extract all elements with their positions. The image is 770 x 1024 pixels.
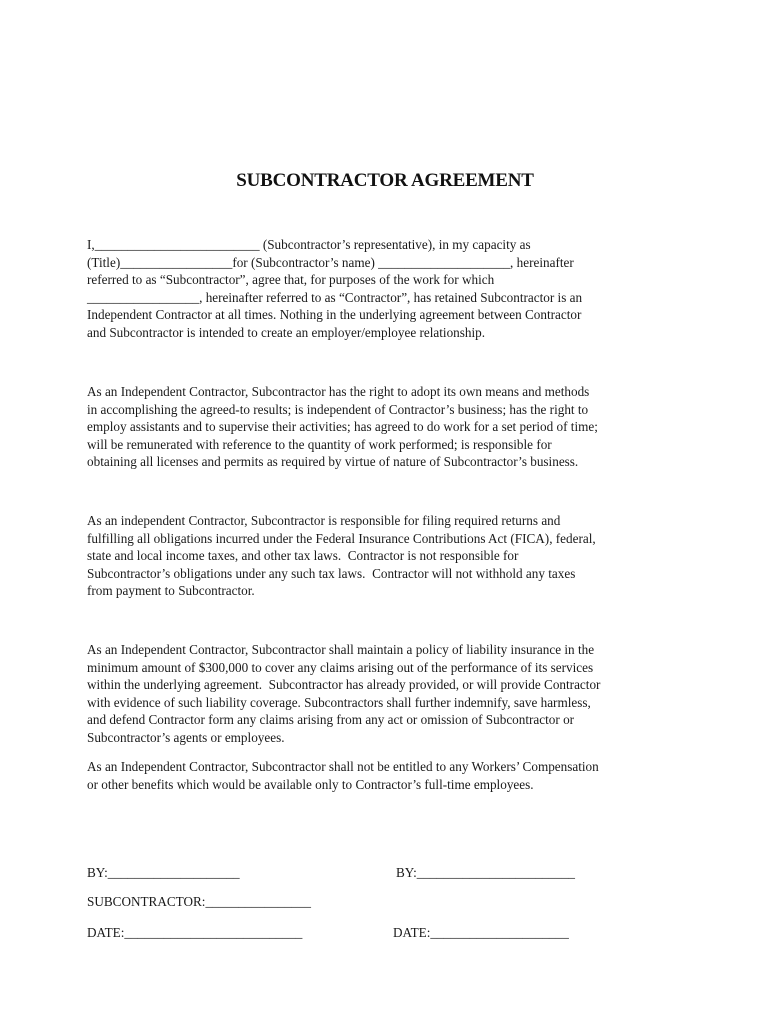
paragraph-parties: [87, 236, 667, 341]
paragraph-line: Subcontractor’s agents or employees.: [87, 729, 285, 745]
document-title: SUBCONTRACTOR AGREEMENT: [236, 170, 534, 191]
paragraph-line: fulfilling all obligations incurred under the Federal Insurance Contributions Act (FICA), federal,: [87, 530, 596, 546]
paragraph-line: As an Independent Contractor, Subcontractor shall maintain a policy of liability insurance in the: [87, 642, 595, 657]
paragraph-line: or other benefits which would be available only to Contractor’s full-time employees.: [87, 776, 534, 792]
paragraph-line: employ assistants and to supervise their activities; has agreed to do work for a set period of time;: [87, 419, 598, 434]
paragraph-line: in accomplishing the agreed-to results; is independent of Contractor’s business; has the right to: [87, 401, 589, 417]
paragraph-line: with evidence of such liability coverage. Subcontractors shall further indemnify, save harmless,: [87, 694, 591, 710]
paragraph-independent-rights: [87, 383, 667, 471]
paragraph-line: state and local income taxes, and other tax laws. Contractor is not responsible for: [87, 548, 519, 563]
paragraph-line: referred to as “Subcontractor”, agree that, for purposes of the work for which: [87, 272, 495, 287]
signature-subcontractor: SUBCONTRACTOR:________________: [87, 894, 311, 909]
paragraph-line: will be remunerated with reference to the quantity of work performed; is responsible for: [87, 436, 552, 452]
signature-date-left: DATE:___________________________: [87, 925, 303, 940]
signature-by-left: BY:____________________: [87, 865, 240, 880]
paragraph-line: _________________, hereinafter referred to as “Contractor”, has retained Subcontractor is an: [87, 289, 583, 305]
paragraph-workers-compensation: [87, 758, 667, 793]
signature-by-right: BY:________________________: [396, 865, 576, 880]
paragraph-line: As an Independent Contractor, Subcontractor shall not be entitled to any Workers’ Compensation: [87, 759, 599, 774]
paragraph-line: As an independent Contractor, Subcontractor is responsible for filing required returns and: [87, 513, 561, 528]
paragraph-line: Independent Contractor at all times. Nothing in the underlying agreement between Contractor: [87, 307, 582, 322]
paragraph-line: and defend Contractor form any claims arising from any act or omission of Subcontractor or: [87, 712, 575, 727]
signature-date-right: DATE:_____________________: [393, 925, 569, 940]
paragraph-line: (Title)_________________for (Subcontractor’s name) ____________________, hereinafter: [87, 254, 574, 270]
paragraph-line: minimum amount of $300,000 to cover any claims arising out of the performance of its services: [87, 659, 594, 675]
paragraph-line: and Subcontractor is intended to create an employer/employee relationship.: [87, 324, 486, 340]
paragraph-line: within the underlying agreement. Subcontractor has already provided, or will provide Contractor: [87, 677, 601, 692]
paragraph-line: I,_________________________ (Subcontractor’s representative), in my capacity as: [87, 237, 531, 252]
paragraph-tax-obligations: [87, 512, 667, 600]
paragraph-liability-insurance: [87, 641, 667, 746]
paragraph-line: from payment to Subcontractor.: [87, 583, 255, 598]
paragraph-line: Subcontractor’s obligations under any such tax laws. Contractor will not withhold any taxes: [87, 565, 576, 581]
paragraph-line: As an Independent Contractor, Subcontractor has the right to adopt its own means and methods: [87, 384, 590, 399]
paragraph-line: obtaining all licenses and permits as required by virtue of nature of Subcontractor’s business.: [87, 454, 579, 469]
